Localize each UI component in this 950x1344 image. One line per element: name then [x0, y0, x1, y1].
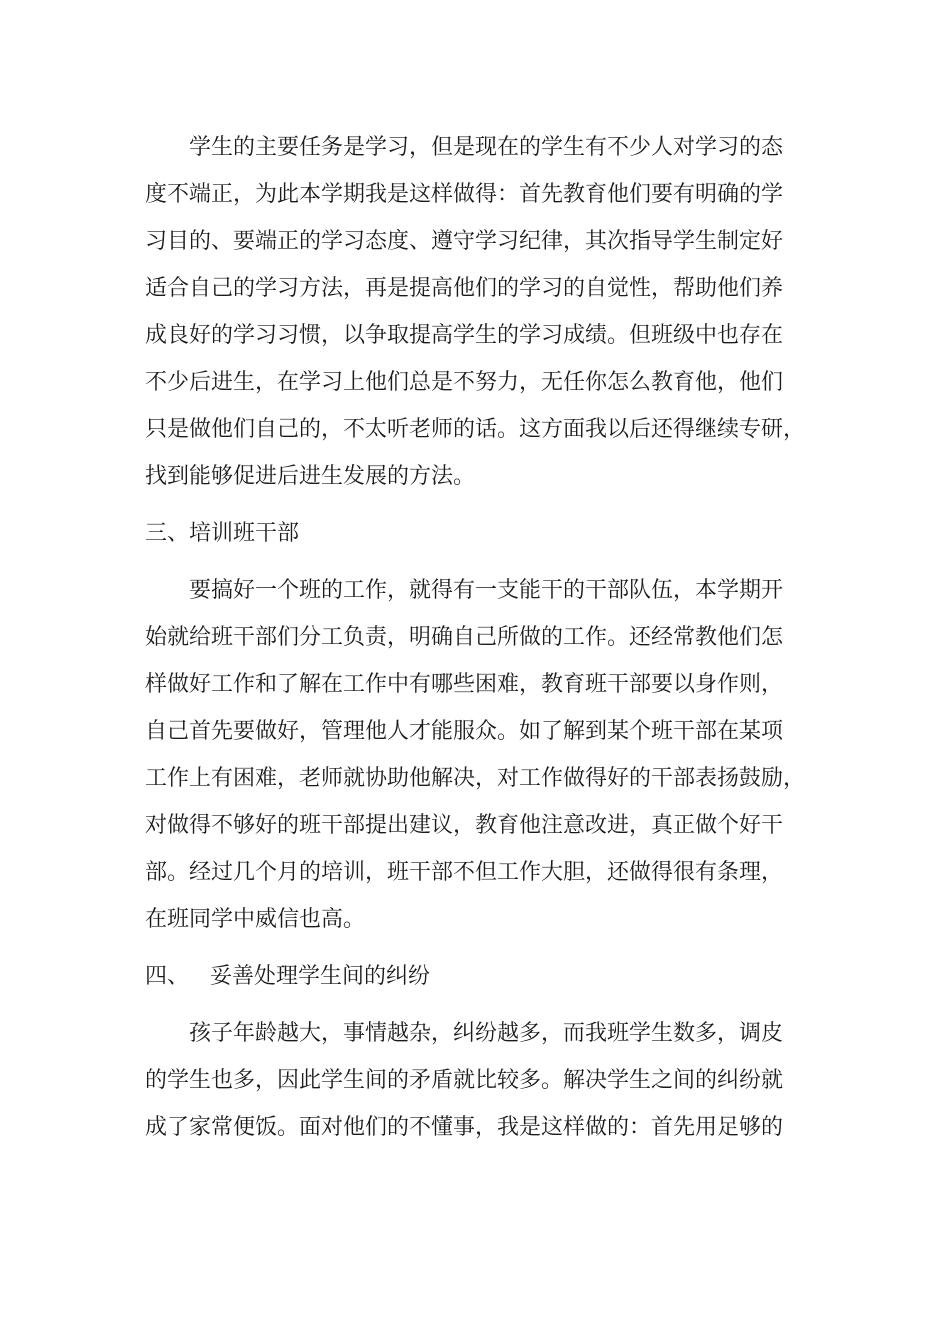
paragraph-student-disputes [145, 1010, 807, 1151]
paragraph-line: 只是做他们自己的，不太听老师的话。这方面我以后还得继续专研， [145, 417, 806, 442]
paragraph-line: 找到能够促进后进生发展的方法。 [145, 464, 476, 489]
paragraph-study-attitude [145, 124, 807, 500]
paragraph-line: 学生的主要任务是学习，但是现在的学生有不少人对学习的态 [189, 135, 784, 160]
paragraph-line: 样做好工作和了解在工作中有哪些困难，教育班干部要以身作则， [145, 672, 784, 697]
paragraph-line: 始就给班干部们分工负责，明确自己所做的工作。还经常教他们怎 [145, 625, 784, 650]
paragraph-gap [145, 943, 807, 953]
paragraph-line: 习目的、要端正的学习态度、遵守学习纪律，其次指导学生制定好 [145, 229, 784, 254]
paragraph-line: 对做得不够好的班干部提出建议，教育他注意改进，真正做个好干 [145, 813, 784, 838]
section-heading-class-cadres: 三、培训班干部 [145, 521, 300, 546]
section-heading-student-disputes: 四、 妥善处理学生间的纠纷 [145, 964, 430, 989]
paragraph-line: 自己首先要做好，管理他人才能服众。如了解到某个班干部在某项 [145, 719, 784, 744]
paragraph-line: 度不端正，为此本学期我是这样做得：首先教育他们要有明确的学 [145, 182, 784, 207]
paragraph-class-cadres [145, 567, 807, 943]
paragraph-line: 的学生也多，因此学生间的矛盾就比较多。解决学生之间的纠纷就 [145, 1068, 784, 1093]
paragraph-line: 孩子年龄越大，事情越杂，纠纷越多，而我班学生数多，调皮 [189, 1021, 784, 1046]
paragraph-line: 适合自己的学习方法，再是提高他们的学习的自觉性，帮助他们养 [145, 276, 784, 301]
paragraph-line: 成了家常便饭。面对他们的不懂事，我是这样做的：首先用足够的 [145, 1115, 784, 1140]
paragraph-line: 要搞好一个班的工作，就得有一支能干的干部队伍，本学期开 [189, 578, 784, 603]
document-body [145, 124, 807, 1151]
paragraph-line: 在班同学中威信也高。 [145, 907, 366, 932]
paragraph-line: 工作上有困难，老师就协助他解决，对工作做得好的干部表扬鼓励， [145, 766, 806, 791]
paragraph-gap [145, 500, 807, 510]
paragraph-line: 成良好的学习习惯，以争取提高学生的学习成绩。但班级中也存在 [145, 323, 784, 348]
paragraph-gap [145, 1000, 807, 1010]
paragraph-gap [145, 557, 807, 567]
paragraph-line: 不少后进生，在学习上他们总是不努力，无任你怎么教育他，他们 [145, 370, 784, 395]
paragraph-line: 部。经过几个月的培训，班干部不但工作大胆，还做得很有条理， [145, 860, 784, 885]
